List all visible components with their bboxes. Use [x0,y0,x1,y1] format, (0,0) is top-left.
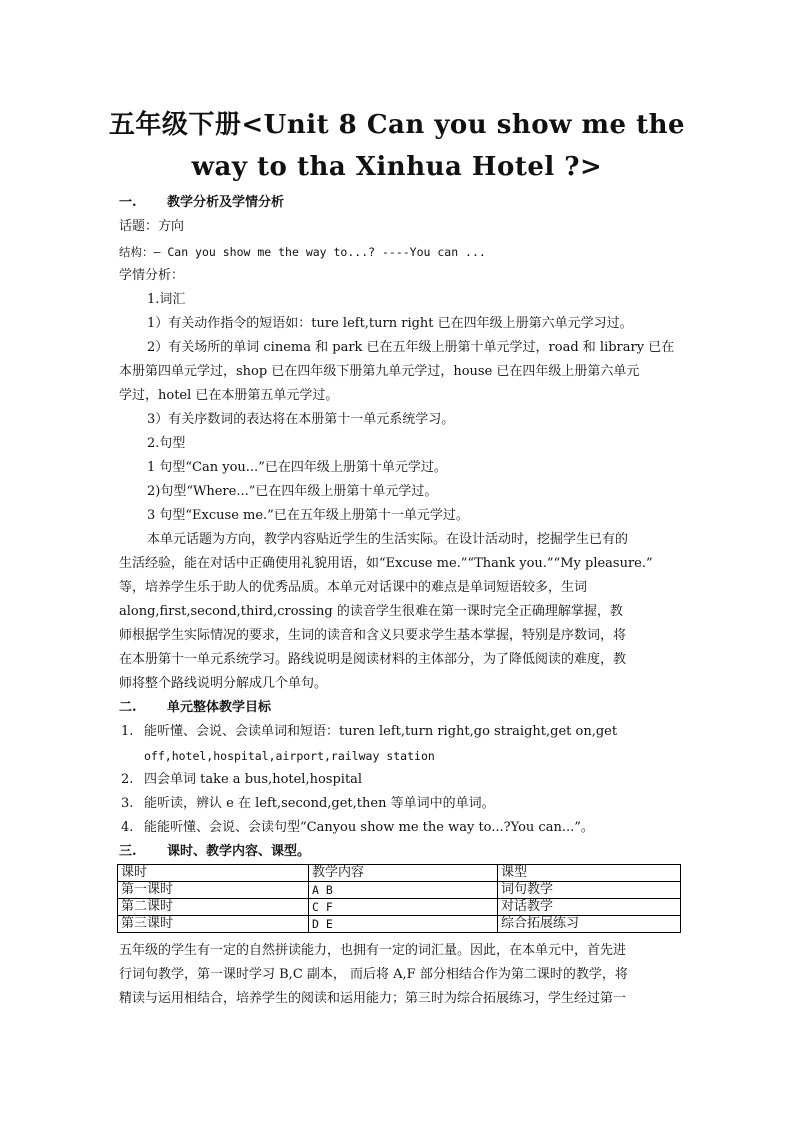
sentence-item: 2)句型“Where...”已在四年级上册第十单元学过。 [147,484,438,499]
closing-paragraph-line: 五年级的学生有一定的自然拼读能力，也拥有一定的词汇量。因此，在本单元中，首先进 [119,943,627,958]
closing-paragraph-line: 精读与运用相结合，培养学生的阅读和运用能力；第三时为综合拓展练习，学生经过第一 [119,991,627,1006]
document-title-line-1: 五年级下册<Unit 8 Can you show me the [108,110,686,140]
vocab-item: 3）有关序数词的表达将在本册第十一单元系统学习。 [147,412,455,427]
section-2-heading [119,699,271,717]
sentence-label: 2.句型 [147,436,186,451]
learning-label: 学情分析： [119,268,185,283]
section-2-number: 二. [119,700,137,715]
table-row [118,916,681,933]
table-cell: 第三课时 [118,916,309,933]
table-cell: 第一课时 [118,882,309,899]
vocab-label: 1.词汇 [147,292,186,307]
section-1-heading [119,194,284,212]
vocab-item: 本册第四单元学过，shop 已在四年级下册第九单元学过，house 已在四年级上册第六单元 [119,364,640,379]
sentence-item: 3 句型“Excuse me.”已在五年级上册第十一单元学过。 [147,508,469,523]
goal-text: off,hotel,hospital,airport,railway station [144,749,435,763]
structure-line: 结构：— Can you show me the way to...? ----You can ... [119,245,486,259]
closing-paragraph-line: 行词句教学，第一课时学习 B,C 副本， 而后将 A,F 部分相结合作为第二课时的教学，将 [119,967,628,982]
table-header-cell: 课型 [498,865,681,882]
analysis-paragraph-line: 在本册第十一单元系统学习。路线说明是阅读材料的主体部分，为了降低阅读的难度，教 [119,652,627,667]
section-2-title: 单元整体教学目标 [167,700,272,715]
table-cell: 综合拓展练习 [498,916,681,933]
goal-number: 3. [121,796,134,811]
table-header-row [118,865,681,882]
table-cell: D E [309,916,498,933]
vocab-item: 2）有关场所的单词 cinema 和 park 已在五年级上册第十单元学过，road 和 library 已在 [147,340,675,355]
analysis-paragraph-line: 师将整个路线说明分解成几个单句。 [119,676,328,691]
goal-text: 能能听懂、会说、会读句型“Canyou show me the way to...?You can...”。 [144,820,594,835]
table-header-cell: 课时 [118,865,309,882]
table-cell: 第二课时 [118,899,309,916]
goal-text: 能听懂、会说、会读单词和短语：turen left,turn right,go straight,get on,get [144,724,618,739]
goal-text: 四会单词 take a bus,hotel,hospital [144,772,363,787]
goal-number: 4. [121,820,134,835]
section-1-number: 一. [119,195,137,210]
analysis-paragraph-line: 生活经验，能在对话中正确使用礼貌用语，如“Excuse me.”“Thank you.”“My pleasure.” [119,556,653,571]
analysis-paragraph-line: 等，培养学生乐于助人的优秀品质。本单元对话课中的难点是单词短语较多，生词 [119,580,588,595]
table-cell: 对话教学 [498,899,681,916]
table-cell: A B [309,882,498,899]
vocab-item: 学过，hotel 已在本册第五单元学过。 [119,388,339,403]
table-header-cell: 教学内容 [309,865,498,882]
goal-number: 1. [121,724,134,739]
table-cell: C F [309,899,498,916]
section-1-title: 教学分析及学情分析 [167,195,285,210]
lesson-table [117,864,681,933]
vocab-item: 1）有关动作指令的短语如：ture left,turn right 已在四年级上册第六单元学习过。 [147,316,633,331]
section-3-number: 三. [119,844,137,859]
table-row [118,899,681,916]
goal-number: 2. [121,772,134,787]
analysis-paragraph-line: along,first,second,third,crossing 的读音学生很难在第一课时完全正确理解掌握，教 [119,604,623,619]
goal-text: 能听读，辨认 e 在 left,second,get,then 等单词中的单词。 [144,796,495,811]
analysis-paragraph-line: 本单元话题为方向，教学内容贴近学生的生活实际。在设计活动时，挖掘学生已有的 [147,532,629,547]
sentence-item: 1 句型“Can you...”已在四年级上册第十单元学过。 [147,460,447,475]
analysis-paragraph-line: 师根据学生实际情况的要求，生词的读音和含义只要求学生基本掌握，特别是序数词，将 [119,628,627,643]
topic-line: 话题：方向 [119,219,185,234]
section-3-title: 课时、教学内容、课型。 [167,844,311,859]
document-title-line-2: way to tha Xinhua Hotel ?> [191,152,603,182]
section-3-heading [119,843,310,861]
table-row [118,882,681,899]
table-cell: 词句教学 [498,882,681,899]
